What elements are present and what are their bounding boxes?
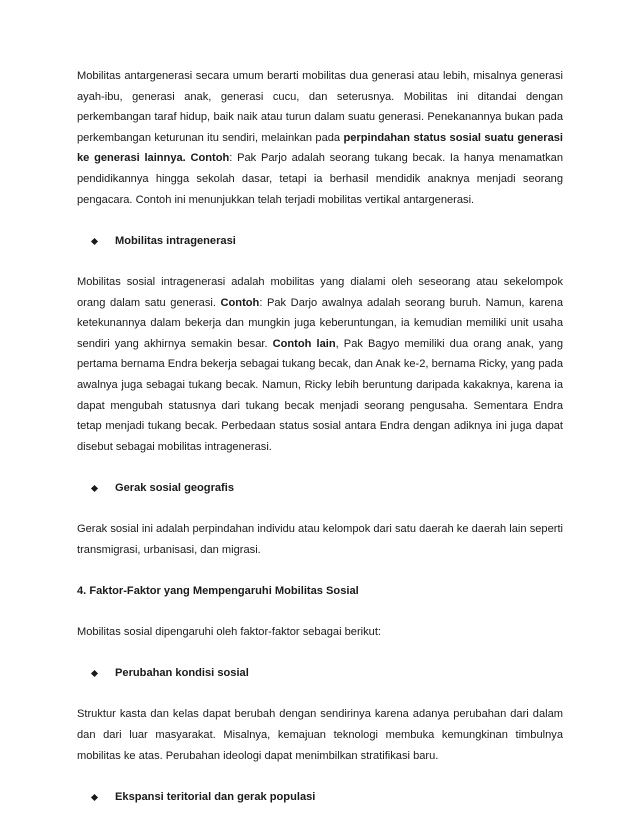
paragraph-antargenerasi xyxy=(77,66,563,210)
bullet-label: Perubahan kondisi sosial xyxy=(115,667,249,680)
bullet-geografis xyxy=(77,478,563,499)
text-span: Mobilitas sosial intragenerasi adalah mobilitas yang dialami oleh seseorang atau sekelompok orang dalam satu generasi. xyxy=(77,275,563,309)
spacer xyxy=(77,457,563,478)
bullet-label: Gerak sosial geografis xyxy=(115,481,235,494)
spacer xyxy=(77,766,563,787)
spacer xyxy=(77,251,563,272)
spacer xyxy=(77,498,563,519)
paragraph-geografis: Gerak sosial ini adalah perpindahan individu atau kelompok dari satu daerah ke daerah lain seperti transmigrasi, urbanisasi, dan migrasi. xyxy=(77,523,563,556)
text-span: : Pak Darjo awalnya adalah seorang buruh. Namun, karena ketekunannya dalam bekerja dan mungkin juga keberuntungan, ia kemudian memiliki unit usaha sendiri yang akhirnya semakin besar. xyxy=(77,296,563,350)
paragraph-perubahan-kondisi: Struktur kasta dan kelas dapat berubah dengan sendirinya karena adanya perubahan dari dalam dan dari luar masyarakat. Misalnya, kemajuan teknologi membuka kemungkinan timbulnya mobilitas ke atas. Perubahan ideologi dapat menimbilkan stratifikasi baru. xyxy=(77,708,563,762)
bold-text: perpindahan status sosial suatu generasi ke generasi lainnya. Contoh xyxy=(77,131,563,165)
bullet-label: Mobilitas intragenerasi xyxy=(115,234,236,247)
document-page xyxy=(77,66,563,807)
text-span: , Pak Bagyo memiliki dua orang anak, yang pertama bernama Endra bekerja sebagai tukang becak, dan Anak ke-2, bernama Ricky, yang pada awalnya juga sebagai tukang becak. Namun, Ricky lebih beruntung daripada kakaknya, karena ia dapat mengubah statusnya dari tukang becak menjadi seorang pengusaha. Sementara Endra tetap menjadi tukang becak. Perbedaan status sosial antara Endra dengan adiknya ini juga dapat disebut sebagai mobilitas intragenerasi. xyxy=(77,337,563,453)
bullet-icon xyxy=(91,670,98,677)
text-span: Mobilitas antargenerasi secara umum berarti mobilitas dua generasi atau lebih, misalnya generasi ayah-ibu, generasi anak, generasi cucu, dan seterusnya. Mobilitas ini ditandai dengan perkembangan taraf hidup, baik naik atau turun dalam suatu generasi. Penekanannya bukan pada perkembangan keturunan itu sendiri, melainkan pada xyxy=(77,70,563,144)
spacer xyxy=(77,684,563,705)
section-heading: 4. Faktor-Faktor yang Mempengaruhi Mobilitas Sosial xyxy=(77,584,359,597)
spacer xyxy=(77,560,563,581)
spacer xyxy=(77,210,563,231)
spacer xyxy=(77,643,563,664)
bold-text: Contoh xyxy=(220,296,260,309)
text-span: : Pak Parjo adalah seorang tukang becak. Ia hanya menamatkan pendidikannya hingga sekolah dasar, tetapi ia berhasil mendidik anaknya menjadi seorang pengacara. Contoh ini menunjukkan telah terjadi mobilitas vertikal antargenerasi. xyxy=(77,152,563,206)
bullet-perubahan-kondisi xyxy=(77,663,563,684)
bullet-intragenerasi xyxy=(77,231,563,252)
bullet-icon xyxy=(91,485,98,492)
bold-text: Contoh lain xyxy=(272,337,336,350)
bullet-icon xyxy=(91,238,98,245)
paragraph-intragenerasi xyxy=(77,272,563,457)
paragraph-faktor-intro: Mobilitas sosial dipengaruhi oleh faktor-faktor sebagai berikut: xyxy=(77,626,382,639)
spacer xyxy=(77,601,563,622)
bullet-label: Ekspansi teritorial dan gerak populasi xyxy=(115,790,316,803)
bullet-ekspansi xyxy=(77,787,563,808)
bullet-icon xyxy=(91,794,98,801)
